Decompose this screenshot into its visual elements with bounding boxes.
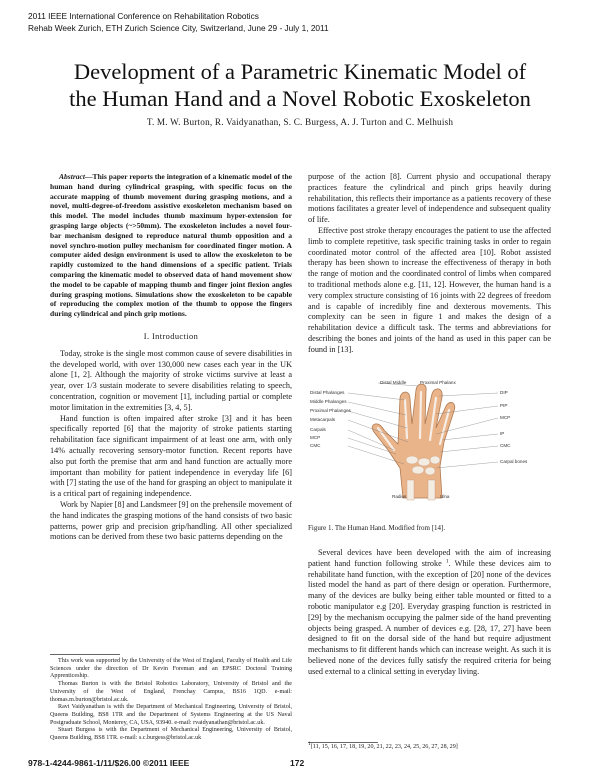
footnote-funding: This work was supported by the University of the West of England, Faculty of Health and Life Sciences under the direction of Dr Kevin Foreman and an EPSRC Doctoral Training Apprenticeship. bbox=[50, 658, 292, 680]
intro-paragraph-1: Today, stroke is the single most common cause of severe disabilities in the developed world, with over 130,000 new cases each year in the UK alone [1, 2]. Although the majority of stroke victims survive at least a year, over 1/3 sustain moderate to severe disabilities relating to speech, concentration, cognition or movement [1], including partial or complete motor limitation in the extremities [3, 4, 5]. bbox=[50, 348, 292, 412]
title-line-2: the Human Hand and a Novel Robotic Exoskeleton bbox=[69, 86, 531, 111]
abstract bbox=[50, 172, 292, 319]
fig-label-ulna: Ulna bbox=[440, 494, 450, 499]
figure-caption: Figure 1. The Human Hand. Modified from [14]. bbox=[308, 524, 446, 532]
fig-label-distal-phalanges: Distal Phalanges bbox=[310, 390, 345, 395]
fig-label-cmc-left: CMC bbox=[310, 443, 321, 448]
paper-title bbox=[20, 58, 580, 112]
fig-label-top-1: Distal Middle bbox=[380, 380, 407, 385]
footnote-burgess: Stuart Burgess is with the Department of Mechanical Engineering, University of Bristol, Queens Building, BS8 1TR. e-mail: s.c.burgess@bristol.ac.uk bbox=[50, 727, 292, 742]
hand-illustration bbox=[308, 380, 551, 502]
conference-line-1: 2011 IEEE International Conference on Rehabilitation Robotics bbox=[28, 11, 259, 21]
footnote-marker: 1 bbox=[445, 558, 449, 565]
footnote-rule-left bbox=[50, 654, 120, 655]
title-line-1: Development of a Parametric Kinematic Model of bbox=[73, 59, 527, 84]
fig-label-middle-phalanges: Middle Phalanges bbox=[310, 399, 347, 404]
fig-label-carpal-bones: Carpal bones bbox=[500, 459, 528, 464]
right-paragraph-3-start: Several devices have been developed with the aim of increasing patient hand function following stroke bbox=[308, 548, 551, 568]
fig-label-metacarpals: Metacarpals bbox=[310, 417, 336, 422]
right-column bbox=[308, 172, 551, 356]
right-paragraph-3 bbox=[308, 548, 551, 678]
right-column-lower bbox=[308, 548, 551, 678]
fig-label-mcp-left: MCP bbox=[310, 435, 321, 440]
fig-label-cmc-right: CMC bbox=[500, 443, 511, 448]
fig-label-top-2: Proximal Phalanx bbox=[420, 380, 456, 385]
footer-isbn: 978-1-4244-9861-1/11/$26.00 ©2011 IEEE bbox=[28, 758, 190, 768]
section-heading-introduction: I. Introduction bbox=[143, 331, 199, 341]
right-paragraph-3-rest: . While these devices aim to rehabilitate hand function, with the exception of [20] none of the devices listed model the hand as part of there design or operation. Furthermore, many of the devices are bulky being either table mounted or fitted to a robotic manipulator e.g [20]. Everyday grasping function is restricted in [29] by the mechanism occupying the palmer side of the hand preventing objects being grasped. A number of devices e.g. [28, 17, 27] have been designed to fit on the dorsal side of the hand but require adjustment mechanisms to fit different hands which can increase weight. As such it is believed none of the devices fully satisfy the required criteria for being used external to a clinical setting in everyday living. bbox=[308, 558, 552, 676]
affiliation-footnotes bbox=[50, 658, 292, 743]
right-paragraph-1: purpose of the action [8]. Current physio and occupational therapy practices feature the cylindrical and pinch grips heavily during rehabilitation, this reflects their importance as a patients recovery of these motions facilitates a greater level of independence and subsequent quality of life. bbox=[308, 172, 551, 225]
conference-header bbox=[28, 10, 588, 34]
hand-drawing bbox=[372, 384, 455, 500]
author-list: T. M. W. Burton, R. Vaidyanathan, S. C. Burgess, A. J. Turton and C. Melhuish bbox=[146, 117, 454, 127]
fig-label-dip: DIP bbox=[500, 390, 508, 395]
fig-label-carpals: Carpals bbox=[310, 427, 326, 432]
right-footnote-marker: 1 bbox=[308, 741, 311, 747]
fig-label-radius: Radius bbox=[392, 494, 407, 499]
left-column bbox=[50, 172, 292, 543]
abstract-text: —This paper reports the integration of a kinematic model of the human hand during cylindrical grasping, with specific focus on the accurate mapping of thumb movement during grasping motions, and a novel, multi-degree-of-freedom assistive exoskeleton mechanism based on this model. The model includes thumb maximum hyper-extension for grasping large objects (~>50mm). The exoskeleton includes a novel four-bar mechanism designed to reproduce natural thumb opposition and a novel synchro-motion pulley mechanism for coordinated finger motion. A computer aided design environment is used to allow the exoskeleton to be rapidly customized to the hand dimensions of a specific patient. Trials comparing the kinematic model to observed data of hand movement show the model to be capable of mapping thumb and finger joint flexion angles during grasping motions. Simulations show the exoskeleton to be capable of reproducing the complex motion of the thumb to oppose the fingers during cylindrical and pinch grip motions. bbox=[50, 172, 292, 319]
right-footnote bbox=[308, 741, 551, 752]
right-footnote-text: [11, 15, 16, 17, 18, 19, 20, 21, 22, 23, 24, 25, 26, 27, 28, 29] bbox=[310, 744, 458, 751]
intro-paragraph-2: Hand function is often impaired after stroke [3] and it has been specifically reported [6] that the majority of stroke patients starting rehabilitation face significant impairment of at least one arm, with only 14% actually recovering sensory-motor function. Recent reports have also put forth the premise that arm and hand function are actually more important than mobility for patient independence in everyday life [6] with [7] stating the use of the hand for grasping an object to manipulate it is a critical part of regaining independence. bbox=[50, 413, 292, 499]
fig-label-mcp-right: MCP bbox=[500, 415, 511, 420]
figure-human-hand bbox=[308, 380, 551, 502]
right-paragraph-2: Effective post stroke therapy encourages the patient to use the affected limb to complete repetitive, task specific training tasks in order to regain coordinated motor control of the affected area [10]. Robot assisted therapy has been shown to increase the effectiveness of therapy in both the range of motion and the coordinated control of limbs when compared to traditional methods alone e.g. [11, 12]. However, the human hand is a very complex structure consisting of 16 joints with 22 degrees of freedom and is capable of incredibly fine and dexterous movements. This complexity can be seen in figure 1 and makes the design of a rehabilitation device a difficult task. The terms and abbreviations for describing the bones and joints of the hand as used in this paper can be found in [13]. bbox=[308, 225, 551, 354]
abstract-label: Abstract bbox=[59, 172, 85, 181]
fig-label-ip: IP bbox=[500, 431, 505, 436]
intro-paragraph-3: Work by Napier [8] and Landsmeer [9] on the prehensile movement of the hand indicates the grasping motions of the hand consists of two basic patterns, power grip and precision grip/handling. All other specialized motions can be derived from these two basic patterns depending on the bbox=[50, 499, 292, 542]
fig-label-pip: PIP bbox=[500, 403, 508, 408]
fig-label-proximal-phalanges: Proximal Phalanges bbox=[310, 408, 351, 413]
footnote-burton: Thomas Burton is with the Bristol Robotics Laboratory, University of Bristol and the University of the West of England, Frenchay Campus, BS16 1QD. e-mail: thomas.m.burton@bristol.ac.uk. bbox=[50, 681, 292, 703]
footnote-rule-right bbox=[308, 742, 378, 743]
page-number: 172 bbox=[290, 758, 305, 768]
conference-line-2: Rehab Week Zurich, ETH Zurich Science City, Switzerland, June 29 - July 1, 2011 bbox=[28, 23, 329, 33]
footnote-vaidyanathan: Ravi Vaidyanathan is with the Department of Mechanical Engineering, University of Bristol, Queens Building, BS8 1TR and the Department of Systems Engineering at the US Naval Postgraduate School, Monterey, CA, USA, 93940. e-mail: rvaidyanathan@bristol.ac.uk. bbox=[50, 704, 292, 726]
